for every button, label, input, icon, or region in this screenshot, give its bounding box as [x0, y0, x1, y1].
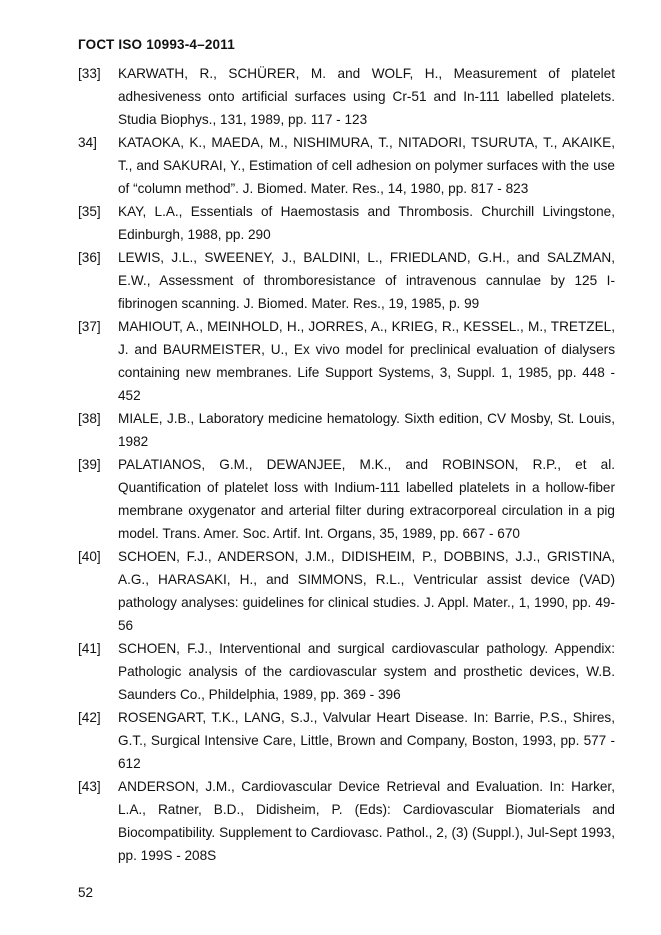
reference-text: LEWIS, J.L., SWEENEY, J., BALDINI, L., FRIEDLAND, G.H., and SALZMAN, E.W., Assessment of thromboresistance of intravenous cannulae by 125 I-fibrinogen scanning. J. Biomed. Mater. Res., 19, 1985, p. 99: [118, 250, 615, 311]
reference-item: [78, 706, 615, 775]
reference-item: [78, 246, 615, 315]
reference-item: [78, 637, 615, 706]
reference-item: [78, 131, 615, 200]
reference-number: [39]: [78, 457, 101, 472]
reference-item: [78, 200, 615, 246]
reference-item: [78, 407, 615, 453]
reference-text: MIALE, J.B., Laboratory medicine hematology. Sixth edition, CV Mosby, St. Louis, 1982: [118, 411, 615, 449]
reference-number: [41]: [78, 641, 101, 656]
reference-number: [33]: [78, 66, 101, 81]
page-number: 52: [78, 885, 94, 900]
reference-text: SCHOEN, F.J., ANDERSON, J.M., DIDISHEIM, P., DOBBINS, J.J., GRISTINA, A.G., HARASAKI, H., and SIMMONS, R.L., Ventricular assist device (VAD) pathology analyses: guidelines for clinical studies. J. Appl. Mater., 1, 1990, pp. 49-56: [118, 549, 615, 633]
reference-text: KAY, L.A., Essentials of Haemostasis and Thrombosis. Churchill Livingstone, Edinburgh, 1988, pp. 290: [118, 204, 615, 242]
standard-header: ГОСТ ISO 10993-4–2011: [78, 37, 235, 52]
reference-number: [35]: [78, 204, 101, 219]
reference-number: [36]: [78, 250, 101, 265]
reference-text: KARWATH, R., SCHÜRER, M. and WOLF, H., Measurement of platelet adhesiveness onto artificial surfaces using Cr-51 and In-111 labelled platelets. Studia Biophys., 131, 1989, pp. 117 - 123: [118, 66, 615, 127]
reference-item: [78, 453, 615, 545]
reference-item: [78, 315, 615, 407]
reference-text: KATAOKA, K., MAEDA, M., NISHIMURA, T., NITADORI, TSURUTA, T., AKAIKE, T., and SAKURAI, Y., Estimation of cell adhesion on polymer surfaces with the use of “column method”. J. Biomed. Mater. Res., 14, 1980, pp. 817 - 823: [118, 135, 615, 196]
reference-text: ROSENGART, T.K., LANG, S.J., Valvular Heart Disease. In: Barrie, P.S., Shires, G.T., Surgical Intensive Care, Little, Brown and Company, Boston, 1993, pp. 577 - 612: [118, 710, 615, 771]
reference-list: [78, 62, 615, 867]
reference-text: ANDERSON, J.M., Cardiovascular Device Retrieval and Evaluation. In: Harker, L.A., Ratner, B.D., Didisheim, P. (Eds): Cardiovascular Biomaterials and Biocompatibility. Supplement to Cardiovasc. Pathol., 2, (3) (Suppl.), Jul-Sept 1993, pp. 199S - 208S: [118, 779, 615, 863]
reference-number: [38]: [78, 411, 101, 426]
reference-number: [40]: [78, 549, 101, 564]
reference-number: 34]: [78, 135, 97, 150]
reference-number: [37]: [78, 319, 101, 334]
reference-item: [78, 775, 615, 867]
reference-item: [78, 545, 615, 637]
reference-number: [43]: [78, 779, 101, 794]
reference-number: [42]: [78, 710, 101, 725]
reference-text: MAHIOUT, A., MEINHOLD, H., JORRES, A., KRIEG, R., KESSEL., M., TRETZEL, J. and BAURMEISTER, U., Ex vivo model for preclinical evaluation of dialysers containing new membranes. Life Support Systems, 3, Suppl. 1, 1985, pp. 448 - 452: [118, 319, 615, 403]
reference-text: SCHOEN, F.J., Interventional and surgical cardiovascular pathology. Appendix: Pathologic analysis of the cardiovascular system and prosthetic devices, W.B. Saunders Co., Phildelphia, 1989, pp. 369 - 396: [118, 641, 615, 702]
reference-item: [78, 62, 615, 131]
reference-text: PALATIANOS, G.M., DEWANJEE, M.K., and ROBINSON, R.P., et al. Quantification of platelet loss with Indium-111 labelled platelets in a hollow-fiber membrane oxygenator and arterial filter during extracorporeal circulation in a pig model. Trans. Amer. Soc. Artif. Int. Organs, 35, 1989, pp. 667 - 670: [118, 457, 615, 541]
